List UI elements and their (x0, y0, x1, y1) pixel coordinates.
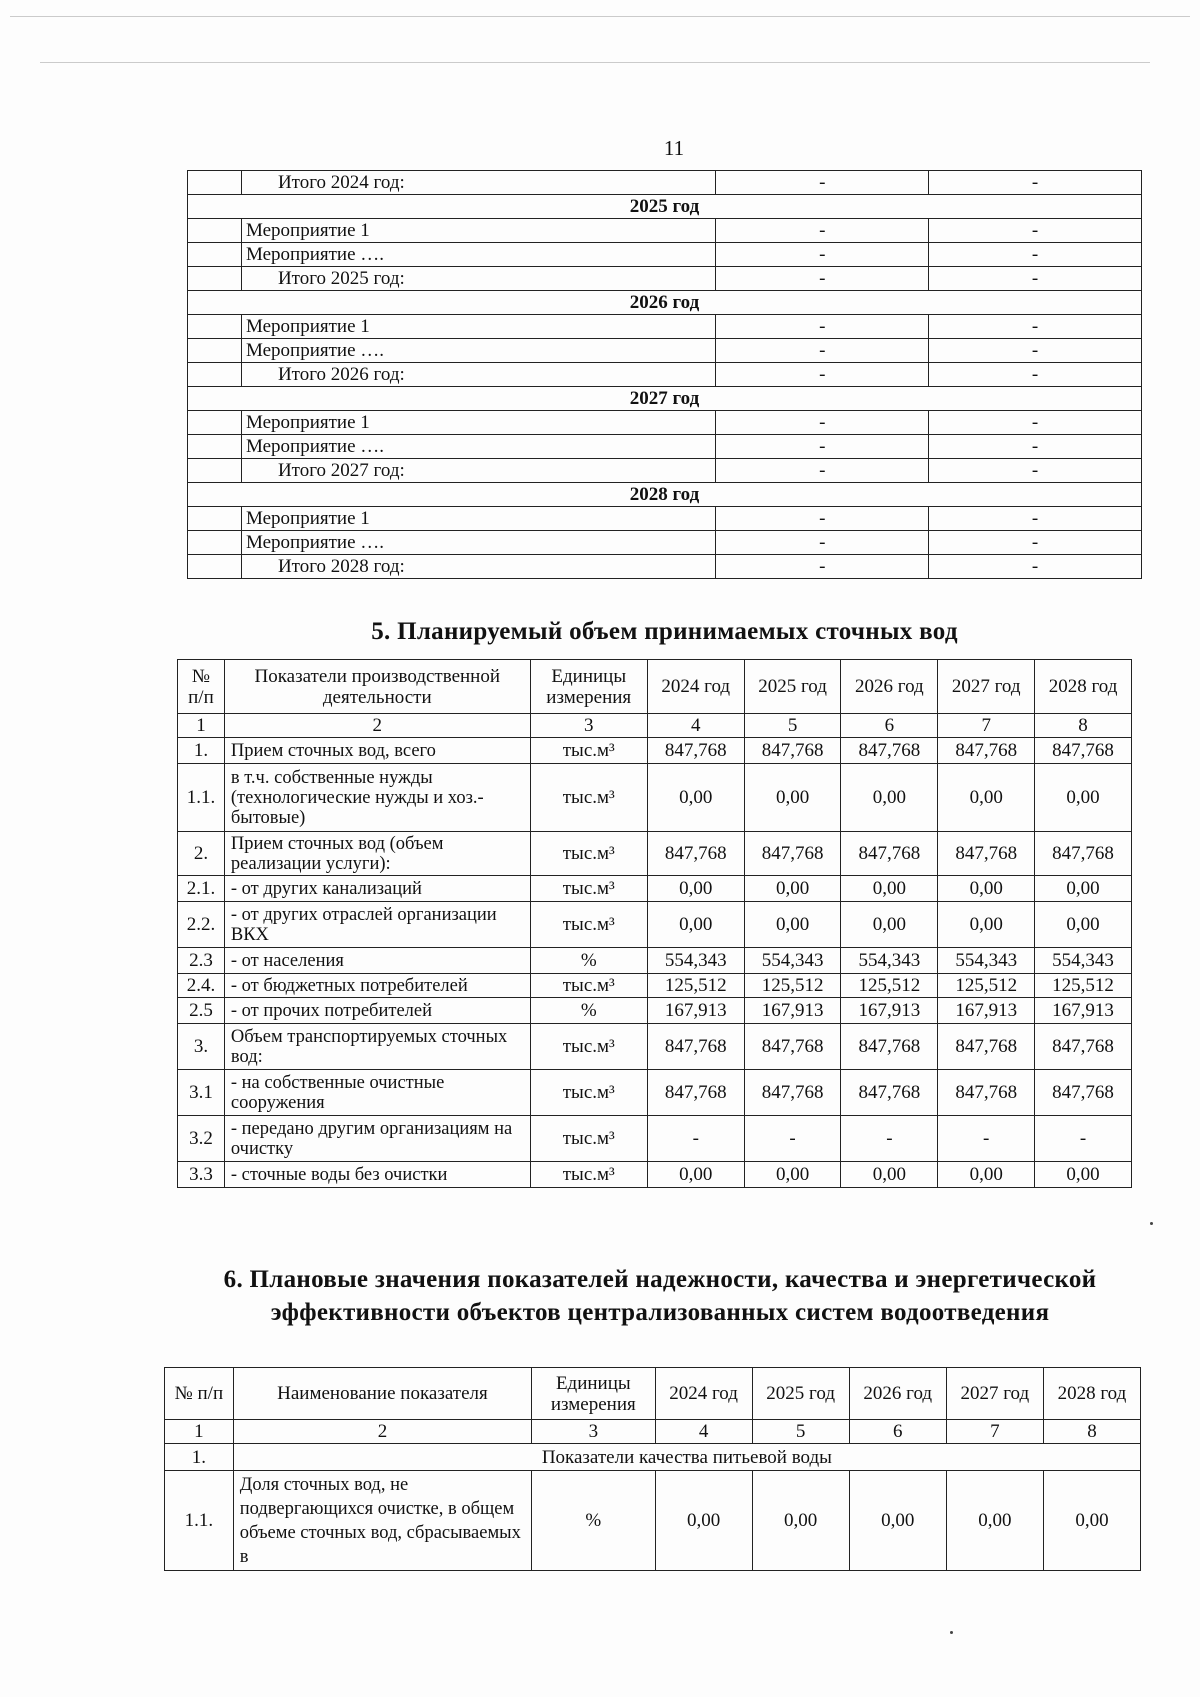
indicator-label: - от других отраслей организации ВКХ (224, 902, 530, 948)
indicator-label: Объем транспортируемых сточных вод: (224, 1024, 530, 1070)
value-cell: 847,768 (841, 1070, 938, 1116)
year-label: 2025 год (188, 195, 1142, 219)
row-number: 2.3 (178, 948, 225, 974)
table-row (178, 1162, 1132, 1188)
empty-cell (188, 507, 242, 531)
value-cell: - (716, 339, 929, 363)
value-cell: - (929, 243, 1142, 267)
event-label: Мероприятие …. (241, 243, 715, 267)
events-table (187, 170, 1142, 579)
value-cell: - (841, 1116, 938, 1162)
value-cell: 0,00 (1035, 1162, 1132, 1188)
value-cell: 0,00 (647, 902, 744, 948)
value-cell: - (929, 459, 1142, 483)
indicator-label: - от населения (224, 948, 530, 974)
indicators-table-body (165, 1444, 1141, 1571)
event-row (188, 435, 1142, 459)
event-row (188, 219, 1142, 243)
column-header: 2028 год (1035, 660, 1132, 714)
value-cell: - (938, 1116, 1035, 1162)
value-cell: 167,913 (1035, 998, 1132, 1024)
indicator-label: Доля сточных вод, не подвергающихся очистке, в общем объеме сточных вод, сбрасываемых в (233, 1471, 531, 1571)
row-number: 2.5 (178, 998, 225, 1024)
empty-cell (188, 243, 242, 267)
table-row (178, 974, 1132, 998)
column-index: 8 (1035, 714, 1132, 738)
wastewater-volume-table (177, 659, 1132, 1188)
value-cell: 0,00 (744, 902, 841, 948)
value-cell: 847,768 (647, 1070, 744, 1116)
value-cell: 554,343 (938, 948, 1035, 974)
value-cell: - (929, 363, 1142, 387)
value-cell: 0,00 (849, 1471, 946, 1571)
table-header-row (178, 660, 1132, 714)
row-number: 1. (165, 1444, 234, 1471)
column-header: 2025 год (744, 660, 841, 714)
indicator-label: Прием сточных вод (объем реализации услуги): (224, 832, 530, 876)
value-cell: 167,913 (938, 998, 1035, 1024)
empty-cell (188, 531, 242, 555)
empty-cell (188, 435, 242, 459)
value-cell: 0,00 (841, 1162, 938, 1188)
value-cell: 0,00 (647, 876, 744, 902)
indicator-label: - от других канализаций (224, 876, 530, 902)
value-cell: 0,00 (1035, 764, 1132, 832)
value-cell: - (716, 267, 929, 291)
indicator-label: - передано другим организациям на очистку (224, 1116, 530, 1162)
event-row (188, 507, 1142, 531)
unit-cell: тыс.м³ (530, 1070, 647, 1116)
unit-cell: тыс.м³ (530, 832, 647, 876)
table-row (178, 764, 1132, 832)
empty-cell (188, 219, 242, 243)
value-cell: 0,00 (938, 764, 1035, 832)
value-cell: 0,00 (744, 764, 841, 832)
column-header: 2028 год (1043, 1368, 1140, 1420)
value-cell: 0,00 (938, 876, 1035, 902)
event-row (188, 171, 1142, 195)
indicators-table (164, 1367, 1141, 1571)
value-cell: - (929, 339, 1142, 363)
indicator-label: - на собственные очистные сооружения (224, 1070, 530, 1116)
unit-cell: тыс.м³ (530, 738, 647, 764)
table-row (178, 1024, 1132, 1070)
value-cell: 167,913 (744, 998, 841, 1024)
column-index: 2 (224, 714, 530, 738)
value-cell: - (647, 1116, 744, 1162)
value-cell: 847,768 (744, 832, 841, 876)
value-cell: - (1035, 1116, 1132, 1162)
value-cell: 847,768 (938, 738, 1035, 764)
value-cell: 847,768 (938, 832, 1035, 876)
column-index: 6 (841, 714, 938, 738)
value-cell: 847,768 (841, 738, 938, 764)
indicator-label: Прием сточных вод, всего (224, 738, 530, 764)
row-number: 2.1. (178, 876, 225, 902)
table-row (178, 832, 1132, 876)
value-cell: - (929, 507, 1142, 531)
value-cell: 0,00 (841, 764, 938, 832)
column-index: 4 (655, 1420, 752, 1444)
row-number: 1.1. (165, 1471, 234, 1571)
page-number: 11 (663, 136, 685, 160)
value-cell: 847,768 (744, 1070, 841, 1116)
unit-cell: тыс.м³ (530, 1162, 647, 1188)
row-number: 1. (178, 738, 225, 764)
event-row (188, 531, 1142, 555)
table-row (178, 738, 1132, 764)
row-number: 2.4. (178, 974, 225, 998)
volume-table-body (178, 738, 1132, 1188)
table-index-row (165, 1420, 1141, 1444)
event-row (188, 243, 1142, 267)
indicator-label: в т.ч. собственные нужды (технологические нужды и хоз.-бытовые) (224, 764, 530, 832)
row-number: 1.1. (178, 764, 225, 832)
value-cell: 847,768 (1035, 738, 1132, 764)
events-table-body (188, 171, 1142, 579)
event-row (188, 363, 1142, 387)
value-cell: 847,768 (1035, 1024, 1132, 1070)
event-label: Мероприятие …. (241, 531, 715, 555)
value-cell: 847,768 (1035, 1070, 1132, 1116)
table-row (178, 948, 1132, 974)
value-cell: - (716, 363, 929, 387)
column-index: 3 (532, 1420, 655, 1444)
column-header: 2024 год (655, 1368, 752, 1420)
empty-cell (188, 339, 242, 363)
value-cell: 125,512 (938, 974, 1035, 998)
value-cell: - (929, 219, 1142, 243)
total-label: Итого 2025 год: (241, 267, 715, 291)
value-cell: 125,512 (1035, 974, 1132, 998)
row-number: 2. (178, 832, 225, 876)
table-row (165, 1471, 1141, 1571)
value-cell: 0,00 (946, 1471, 1043, 1571)
value-cell: 554,343 (647, 948, 744, 974)
value-cell: - (716, 531, 929, 555)
column-header: 2026 год (841, 660, 938, 714)
event-label: Мероприятие 1 (241, 219, 715, 243)
empty-cell (188, 171, 242, 195)
value-cell: 125,512 (744, 974, 841, 998)
value-cell: - (929, 411, 1142, 435)
empty-cell (188, 459, 242, 483)
value-cell: - (929, 315, 1142, 339)
scan-speck (1150, 1222, 1153, 1225)
total-label: Итого 2026 год: (241, 363, 715, 387)
table-row (178, 876, 1132, 902)
column-index: 8 (1043, 1420, 1140, 1444)
table-row (178, 1116, 1132, 1162)
value-cell: - (716, 219, 929, 243)
column-index: 5 (752, 1420, 849, 1444)
value-cell: - (929, 435, 1142, 459)
scan-speck (950, 1631, 953, 1634)
value-cell: 167,913 (647, 998, 744, 1024)
value-cell: - (929, 267, 1142, 291)
event-row (188, 411, 1142, 435)
event-label: Мероприятие …. (241, 339, 715, 363)
section-row (165, 1444, 1141, 1471)
row-number: 2.2. (178, 902, 225, 948)
empty-cell (188, 555, 242, 579)
value-cell: - (716, 459, 929, 483)
column-index: 7 (946, 1420, 1043, 1444)
unit-cell: тыс.м³ (530, 902, 647, 948)
value-cell: 847,768 (647, 738, 744, 764)
column-header: 2024 год (647, 660, 744, 714)
year-header-row (188, 291, 1142, 315)
column-index: 3 (530, 714, 647, 738)
section-5-title: 5. Планируемый объем принимаемых сточных вод (371, 618, 958, 645)
value-cell: 847,768 (938, 1070, 1035, 1116)
unit-cell: тыс.м³ (530, 974, 647, 998)
value-cell: - (716, 507, 929, 531)
scan-noise-line (40, 62, 1150, 63)
column-header: Наименование показателя (233, 1368, 531, 1420)
unit-cell: тыс.м³ (530, 1024, 647, 1070)
value-cell: - (716, 411, 929, 435)
column-header: 2027 год (938, 660, 1035, 714)
column-index: 5 (744, 714, 841, 738)
table-row (178, 902, 1132, 948)
event-row (188, 459, 1142, 483)
value-cell: 125,512 (841, 974, 938, 998)
unit-cell: % (532, 1471, 655, 1571)
value-cell: - (716, 243, 929, 267)
value-cell: - (716, 315, 929, 339)
event-row (188, 267, 1142, 291)
row-number: 3.3 (178, 1162, 225, 1188)
value-cell: - (716, 171, 929, 195)
value-cell: 125,512 (647, 974, 744, 998)
empty-cell (188, 363, 242, 387)
value-cell: - (716, 555, 929, 579)
column-index: 6 (849, 1420, 946, 1444)
total-label: Итого 2028 год: (241, 555, 715, 579)
row-number: 3. (178, 1024, 225, 1070)
event-label: Мероприятие 1 (241, 411, 715, 435)
column-header: Единицы измерения (530, 660, 647, 714)
column-header: № п/п (165, 1368, 234, 1420)
value-cell: 554,343 (1035, 948, 1132, 974)
value-cell: 554,343 (841, 948, 938, 974)
section-label: Показатели качества питьевой воды (233, 1444, 1140, 1471)
column-header: 2027 год (946, 1368, 1043, 1420)
empty-cell (188, 267, 242, 291)
value-cell: 847,768 (744, 1024, 841, 1070)
column-header: Единицы измерения (532, 1368, 655, 1420)
section-6-title: 6. Плановые значения показателей надежности, качества и энергетической эффективности объектов централизованных систем водоотведения (223, 1266, 1097, 1326)
column-header: 2026 год (849, 1368, 946, 1420)
scan-noise-line (10, 16, 1190, 17)
year-label: 2028 год (188, 483, 1142, 507)
row-number: 3.1 (178, 1070, 225, 1116)
column-header: № п/п (178, 660, 225, 714)
event-row (188, 315, 1142, 339)
table-row (178, 998, 1132, 1024)
event-label: Мероприятие 1 (241, 507, 715, 531)
year-header-row (188, 483, 1142, 507)
table-header-row (165, 1368, 1141, 1420)
event-row (188, 555, 1142, 579)
column-index: 4 (647, 714, 744, 738)
value-cell: 0,00 (655, 1471, 752, 1571)
value-cell: 847,768 (841, 1024, 938, 1070)
year-label: 2027 год (188, 387, 1142, 411)
value-cell: 167,913 (841, 998, 938, 1024)
unit-cell: тыс.м³ (530, 876, 647, 902)
year-label: 2026 год (188, 291, 1142, 315)
unit-cell: % (530, 998, 647, 1024)
indicator-label: - от прочих потребителей (224, 998, 530, 1024)
value-cell: 847,768 (841, 832, 938, 876)
value-cell: 847,768 (938, 1024, 1035, 1070)
value-cell: 847,768 (647, 1024, 744, 1070)
column-index: 2 (233, 1420, 531, 1444)
value-cell: 0,00 (1035, 902, 1132, 948)
value-cell: - (744, 1116, 841, 1162)
total-label: Итого 2027 год: (241, 459, 715, 483)
column-header: Показатели производственной деятельности (224, 660, 530, 714)
value-cell: 847,768 (1035, 832, 1132, 876)
table-index-row (178, 714, 1132, 738)
value-cell: 0,00 (1043, 1471, 1140, 1571)
value-cell: 847,768 (647, 832, 744, 876)
value-cell: 847,768 (744, 738, 841, 764)
value-cell: 0,00 (744, 1162, 841, 1188)
value-cell: 0,00 (938, 902, 1035, 948)
value-cell: - (716, 435, 929, 459)
value-cell: 0,00 (841, 876, 938, 902)
row-number: 3.2 (178, 1116, 225, 1162)
value-cell: 0,00 (752, 1471, 849, 1571)
table-row (178, 1070, 1132, 1116)
value-cell: 0,00 (938, 1162, 1035, 1188)
value-cell: 0,00 (841, 902, 938, 948)
value-cell: 0,00 (1035, 876, 1132, 902)
value-cell: 0,00 (647, 1162, 744, 1188)
value-cell: - (929, 531, 1142, 555)
event-label: Мероприятие 1 (241, 315, 715, 339)
value-cell: 554,343 (744, 948, 841, 974)
value-cell: 0,00 (647, 764, 744, 832)
indicator-label: - от бюджетных потребителей (224, 974, 530, 998)
event-row (188, 339, 1142, 363)
column-index: 1 (165, 1420, 234, 1444)
empty-cell (188, 315, 242, 339)
unit-cell: % (530, 948, 647, 974)
column-header: 2025 год (752, 1368, 849, 1420)
total-label: Итого 2024 год: (241, 171, 715, 195)
column-index: 7 (938, 714, 1035, 738)
indicator-label: - сточные воды без очистки (224, 1162, 530, 1188)
year-header-row (188, 387, 1142, 411)
unit-cell: тыс.м³ (530, 764, 647, 832)
value-cell: - (929, 555, 1142, 579)
year-header-row (188, 195, 1142, 219)
empty-cell (188, 411, 242, 435)
unit-cell: тыс.м³ (530, 1116, 647, 1162)
value-cell: - (929, 171, 1142, 195)
column-index: 1 (178, 714, 225, 738)
value-cell: 0,00 (744, 876, 841, 902)
event-label: Мероприятие …. (241, 435, 715, 459)
